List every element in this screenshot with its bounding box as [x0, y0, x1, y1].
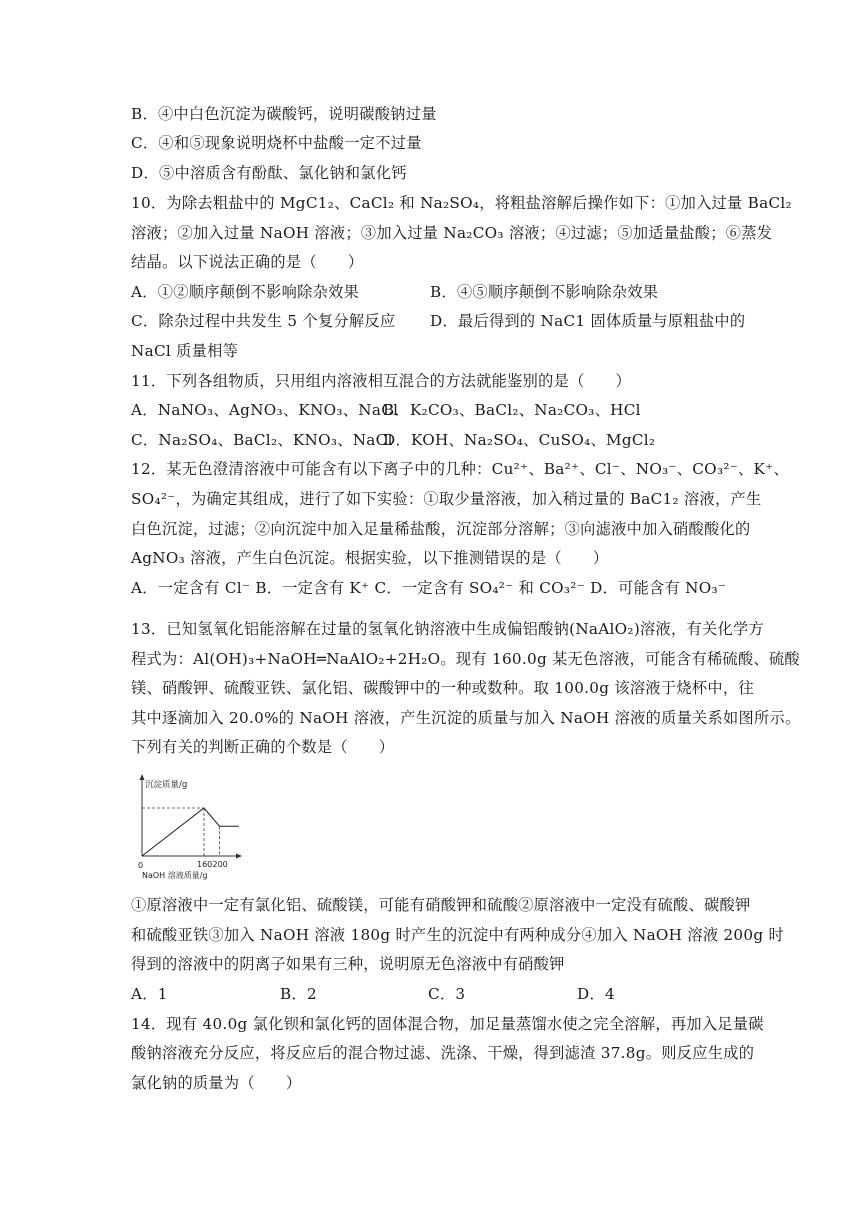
precipitate-mass-chart [128, 770, 248, 882]
q10-option-a: A．①②顺序颠倒不影响除杂效果 [131, 283, 360, 301]
x-axis-label: NaOH 溶液质量/g [142, 871, 208, 880]
q13-stem-line-2: 程式为：Al(OH)₃+NaOH═NaAlO₂+2H₂O。现有 160.0g 某无色溶液，可能含有稀硫酸、硫酸 [131, 650, 800, 668]
x-tick-label-200: 200 [212, 860, 228, 869]
x-tick-label-160: 160 [197, 860, 213, 869]
q13-statement-line-2: 和硫酸亚铁③加入 NaOH 溶液 180g 时产生的沉淀中有两种成分④加入 NaOH 溶液 200g 时 [131, 926, 784, 944]
x-axis-arrow [236, 854, 242, 859]
origin-label: 0 [138, 861, 144, 870]
q12-options: A．一定含有 Cl⁻ B．一定含有 K⁺ C．一定含有 SO₄²⁻ 和 CO₃²⁻ D．可能含有 NO₃⁻ [131, 579, 727, 597]
q13-option-a: A．1 [131, 985, 168, 1003]
q13-statement-line-1: ①原溶液中一定有氯化铝、硫酸镁，可能有硝酸钾和硫酸②原溶液中一定没有硫酸、碳酸钾 [131, 896, 751, 914]
q13-stem-line-4: 其中逐滴加入 20.0%的 NaOH 溶液，产生沉淀的质量与加入 NaOH 溶液的质量关系如图所示。 [131, 709, 801, 727]
q13-stem-line-1: 13．已知氢氧化铝能溶解在过量的氢氧化钠溶液中生成偏铝酸钠(NaAlO₂)溶液，有关化学方 [131, 620, 764, 638]
q13-option-d: D．4 [577, 985, 615, 1003]
q12-stem-line-2: SO₄²⁻，为确定其组成，进行了如下实验：①取少量溶液，加入稍过量的 BaC1₂ 溶液，产生 [131, 490, 762, 508]
q12-stem-line-1: 12．某无色澄清溶液中可能含有以下离子中的几种：Cu²⁺、Ba²⁺、Cl⁻、NO₃⁻、CO₃²⁻、K⁺、 [131, 460, 789, 478]
q10-option-b: B．④⑤顺序颠倒不影响除杂效果 [430, 283, 659, 301]
q13-statement-line-3: 得到的溶液中的阴离子如果有三种，说明原无色溶液中有硝酸钾 [131, 955, 565, 973]
q11-option-b: B．K₂CO₃、BaCl₂、Na₂CO₃、HCl [383, 401, 641, 419]
q14-stem-line-1: 14．现有 40.0g 氯化钡和氯化钙的固体混合物，加足量蒸馏水使之完全溶解，再加入足量碳 [131, 1015, 764, 1033]
q10-option-c: C．除杂过程中共发生 5 个复分解反应 [131, 312, 396, 330]
q13-option-b: B．2 [280, 985, 317, 1003]
q13-stem-line-5: 下列有关的判断正确的个数是（ ） [131, 738, 395, 756]
q10-option-d: D．最后得到的 NaC1 固体质量与原粗盐中的 [430, 312, 746, 330]
q10-stem-line-2: 溶液；②加入过量 NaOH 溶液；③加入过量 Na₂CO₃ 溶液；④过滤；⑤加适量盐酸；⑥蒸发 [131, 224, 773, 242]
y-axis-label: 沉淀质量/g [145, 780, 188, 790]
q9-option-b: B．④中白色沉淀为碳酸钙，说明碳酸钠过量 [131, 105, 437, 123]
q11-option-a: A．NaNO₃、AgNO₃、KNO₃、NaCl [131, 401, 399, 419]
q11-stem: 11．下列各组物质，只用组内溶液相互混合的方法就能鉴别的是（ ） [131, 372, 632, 390]
q12-stem-line-3: 白色沉淀，过滤；②向沉淀中加入足量稀盐酸，沉淀部分溶解；③向滤液中加入硝酸酸化的 [131, 520, 751, 538]
q9-option-d: D．⑤中溶质含有酚酞、氯化钠和氯化钙 [131, 164, 407, 182]
q14-stem-line-3: 氯化钠的质量为（ ） [131, 1074, 302, 1092]
q14-stem-line-2: 酸钠溶液充分反应，将反应后的混合物过滤、洗涤、干燥，得到滤渣 37.8g。则反应生成的 [131, 1044, 755, 1062]
q11-option-d: D．KOH、Na₂SO₄、CuSO₄、MgCl₂ [383, 431, 656, 449]
q9-option-c: C．④和⑤现象说明烧杯中盐酸一定不过量 [131, 134, 422, 152]
q10-stem-line-3: 结晶。以下说法正确的是（ ） [131, 253, 364, 271]
q10-stem-line-1: 10．为除去粗盐中的 MgC1₂、CaCl₂ 和 Na₂SO₄，将粗盐溶解后操作如下：①加入过量 BaCl₂ [131, 194, 792, 212]
q10-option-d-continued: NaCl 质量相等 [131, 342, 239, 360]
y-axis-arrow [140, 774, 145, 780]
q13-stem-line-3: 镁、硝酸钾、硫酸亚铁、氯化铝、碳酸钾中的一种或数种。取 100.0g 该溶液于烧杯中，往 [131, 679, 754, 697]
q13-option-c: C．3 [428, 985, 466, 1003]
q12-stem-line-4: AgNO₃ 溶液，产生白色沉淀。根据实验，以下推测错误的是（ ） [131, 549, 609, 567]
q11-option-c: C．Na₂SO₄、BaCl₂、KNO₃、NaCl [131, 431, 393, 449]
series-line [142, 808, 239, 856]
